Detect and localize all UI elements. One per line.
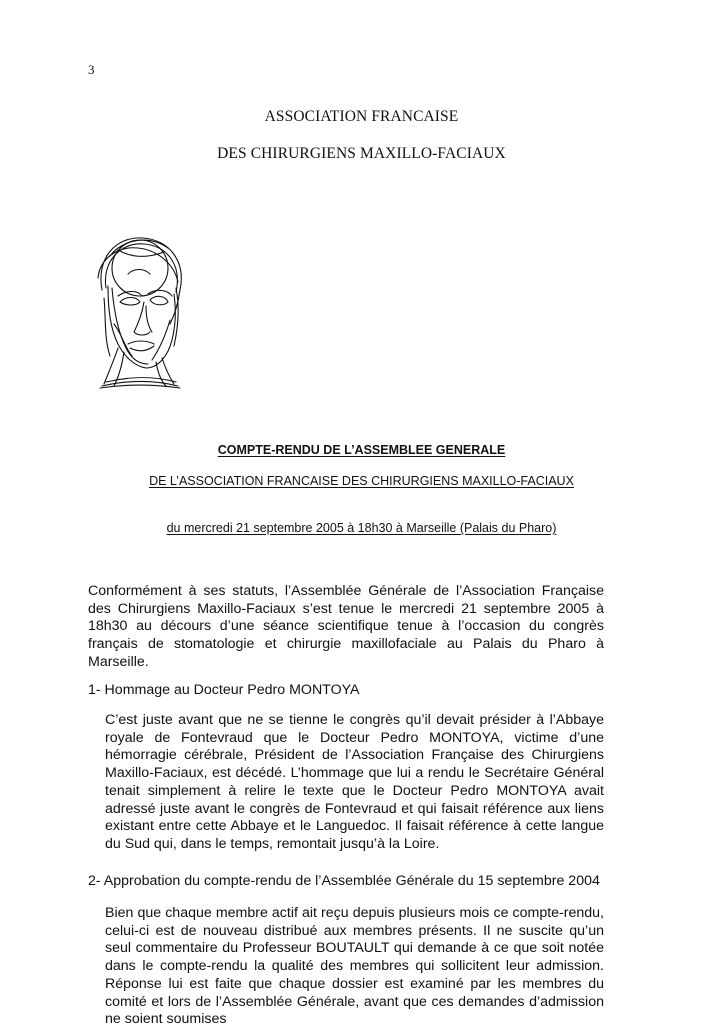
report-subtitle: DE L’ASSOCIATION FRANCAISE DES CHIRURGIENS MAXILLO-FACIAUX [149, 474, 574, 488]
line-drawing-head-icon [88, 228, 188, 390]
section-heading-1: 1- Hommage au Docteur Pedro MONTOYA [88, 682, 360, 698]
section-heading-2: 2- Approbation du compte-rendu de l’Assemblée Générale du 15 septembre 2004 [88, 873, 600, 889]
association-name-line1: ASSOCIATION FRANCAISE [264, 108, 459, 125]
association-name-line2: DES CHIRURGIENS MAXILLO-FACIAUX [217, 145, 506, 162]
report-date-location: du mercredi 21 septembre 2005 à 18h30 à Marseille (Palais du Pharo) [166, 521, 557, 535]
report-title: COMPTE-RENDU DE L’ASSEMBLEE GENERALE [217, 443, 506, 457]
intro-paragraph: Conformément à ses statuts, l’Assemblée Générale de l’Association Française des Chirurgiens Maxillo-Faciaux s’est tenue le mercredi 21 septembre 2005 à 18h30 au décours d’une séance scientifique tenue à l’occasion du congrès français de stomatologie et chirurgie maxillofaciale au Palais du Pharo à Marseille. [88, 583, 604, 670]
page-number: 3 [88, 62, 95, 77]
section-body-1: C’est juste avant que ne se tienne le congrès qu’il devait présider à l’Abbaye royale de Fontevraud que le Docteur Pedro MONTOYA, victime d’une hémorragie cérébrale, Président de l’Association Française des Chirurgiens Maxillo-Faciaux, est décédé. L’hommage que lui a rendu le Secrétaire Général tenait simplement à relire le texte que le Docteur Pedro MONTOYA avait adressé juste avant le congrès de Fontevraud et qui faisait référence aux liens existant entre cette Abbaye et le Languedoc. Il faisait référence à cette langue du Sud qui, dans le temps, remontait jusqu’à la Loire. [105, 712, 604, 852]
section-body-2: Bien que chaque membre actif ait reçu depuis plusieurs mois ce compte-rendu, celui-ci est de nouveau distribué aux membres présents. Il ne suscite qu’un seul commentaire du Professeur BOUTAULT qui demande à ce que soit notée dans le compte-rendu la qualité des membres qui sollicitent leur admission. Réponse lui est faite que chaque dossier est examiné par les membres du comité et lors de l’Assemblée Générale, avant que ces demandes d’admission ne soient soumises [105, 905, 604, 1028]
